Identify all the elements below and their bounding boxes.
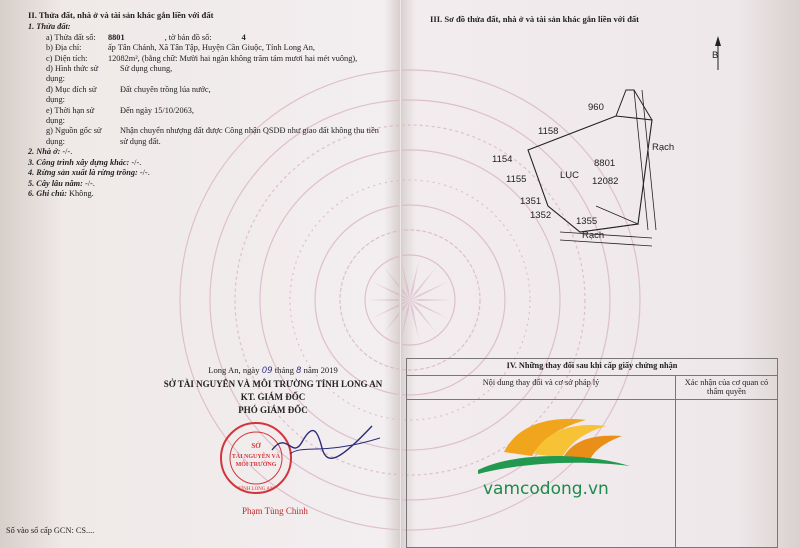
stamp-mid-text-1: TÀI NGUYÊN VÀ: [231, 454, 281, 460]
map-label-1154: 1154: [492, 154, 513, 165]
changes-table-title: IV. Những thay đổi sau khi cấp giấy chứng nhận: [407, 359, 778, 376]
map-label-1355: 1355: [576, 216, 598, 227]
drum-star-ray: [368, 299, 410, 301]
area-row: [28, 54, 388, 64]
parcel-row: [28, 33, 388, 43]
origin-label: g) Nguồn gốc sử dụng:: [46, 126, 102, 146]
canal-line-1: [634, 90, 648, 230]
house-value: -/-.: [62, 147, 73, 157]
map-label-1158: 1158: [538, 126, 559, 137]
use-form-label: d) Hình thức sử dụng:: [46, 64, 99, 84]
month-label: tháng: [274, 365, 294, 375]
section-title-land: II. Thửa đất, nhà ở và tài sản khác gắn liền với đất: [28, 10, 214, 20]
place-date: [148, 364, 398, 378]
date-year: năm 2019: [303, 365, 338, 375]
purpose-row: [28, 85, 388, 106]
area-label: c) Diện tích:: [46, 53, 88, 63]
place-date-prefix: Long An, ngày: [208, 365, 260, 375]
stamp-bottom-text: TỈNH LONG AN: [238, 487, 274, 492]
map-label-1352: 1352: [530, 210, 552, 221]
issuing-org: SỞ TÀI NGUYÊN VÀ MÔI TRƯỜNG TỈNH LONG AN: [163, 379, 383, 389]
parcel-map: [420, 28, 800, 260]
north-label: B: [712, 50, 719, 61]
handwritten-signature: [262, 420, 382, 468]
address-value: ấp Tân Chánh, Xã Tân Tập, Huyện Cần Giuộc, Tỉnh Long An,: [108, 43, 316, 53]
vamcodong-logo-icon: [474, 412, 634, 478]
forest-row: [28, 168, 388, 178]
date-day: 09: [261, 366, 273, 376]
house-row: [28, 147, 388, 157]
neighbor-boundary: [616, 90, 652, 120]
map-label-lot-number: 8801: [594, 158, 616, 169]
changes-col-confirmation: Xác nhận của cơ quan có thẩm quyền: [676, 376, 778, 400]
area-value: 12082m², (bằng chữ: Mười hai ngàn không trăm tám mươi hai mét vuông),: [108, 53, 358, 63]
page-fold: [399, 0, 402, 548]
canal-line-3: [560, 232, 652, 238]
canal-line-4: [560, 240, 652, 246]
section-title-map: III. Sơ đồ thửa đất, nhà ở và tài sản khác gắn liền với đất: [430, 14, 640, 24]
changes-col-content: Nội dung thay đổi và cơ sở pháp lý: [407, 376, 676, 400]
parcel-label: a) Thửa đất số:: [46, 32, 96, 42]
purpose-label: đ) Mục đích sử dụng:: [46, 84, 97, 105]
map-label-1155: 1155: [506, 174, 527, 185]
address-row: [28, 43, 388, 53]
construction-value: -/-.: [131, 157, 142, 167]
drum-star-ray: [410, 299, 452, 301]
gcn-number: [6, 526, 94, 535]
role-line-1: KT. GIÁM ĐỐC: [240, 392, 306, 402]
signer-name: Phạm Tùng Chinh: [242, 506, 308, 516]
term-row: [28, 106, 388, 127]
signature-block: [148, 364, 398, 417]
notes-label: 6. Ghi chú:: [28, 188, 67, 198]
drum-star-ray: [410, 300, 448, 318]
perennial-row: [28, 179, 388, 189]
map-label-lot-area: 12082: [592, 176, 619, 187]
use-form-value: Sử dụng chung,: [120, 64, 173, 74]
gcn-value: CS....: [75, 526, 95, 535]
canal-line-2: [642, 90, 656, 230]
site-watermark-text: vamcodong.vn: [483, 479, 609, 499]
changes-cell-confirmation: [676, 400, 778, 548]
drum-star-ray: [372, 282, 410, 300]
term-label: e) Thời hạn sử dụng:: [46, 105, 95, 126]
map-label-rach-top: Rạch: [652, 142, 675, 153]
map-label-960: 960: [588, 102, 604, 113]
role-line-2: PHÓ GIÁM ĐỐC: [238, 405, 308, 415]
house-label: 2. Nhà ở:: [28, 147, 61, 157]
date-month: 8: [296, 366, 302, 376]
notes-value: Không.: [69, 188, 94, 198]
map-label-land-use: LUC: [560, 170, 580, 181]
map-label-rach-bottom: Rạch: [582, 230, 605, 241]
construction-row: [28, 158, 388, 168]
drum-star-ray: [410, 282, 448, 300]
perennial-label: 5. Cây lâu năm:: [28, 178, 83, 188]
gcn-label: Số vào sổ cấp GCN:: [6, 526, 74, 535]
stamp-top-text: SỞ: [251, 442, 261, 450]
notes-row: [28, 189, 388, 199]
drum-star-ray: [372, 300, 410, 318]
land-parcel-heading: 1. Thửa đất:: [28, 22, 71, 32]
forest-label: 4. Rừng sản xuất là rừng trồng:: [28, 168, 138, 178]
origin-value: Nhận chuyển nhượng đất được Công nhận QSDĐ như giao đất không thu tiền sử dụng đất.: [120, 126, 379, 146]
construction-label: 3. Công trình xây dựng khác:: [28, 157, 130, 167]
forest-value: -/-.: [139, 168, 150, 178]
perennial-value: -/-.: [84, 178, 95, 188]
map-label-1351: 1351: [520, 196, 542, 207]
map-sheet-label: , tờ bản đồ số:: [164, 32, 212, 42]
north-arrow-icon: [712, 36, 721, 70]
map-sheet-number: 4: [241, 32, 246, 42]
parcel-number: 8801: [108, 32, 125, 42]
origin-row: [28, 126, 388, 147]
use-form-row: [28, 64, 388, 85]
address-label: b) Địa chỉ:: [46, 43, 82, 53]
stamp-mid-text-2: MÔI TRƯỜNG: [235, 462, 277, 468]
purpose-value: Đất chuyên trồng lúa nước,: [120, 84, 211, 94]
term-value: Đến ngày 15/10/2063,: [120, 105, 194, 115]
land-info-section: [28, 10, 388, 199]
